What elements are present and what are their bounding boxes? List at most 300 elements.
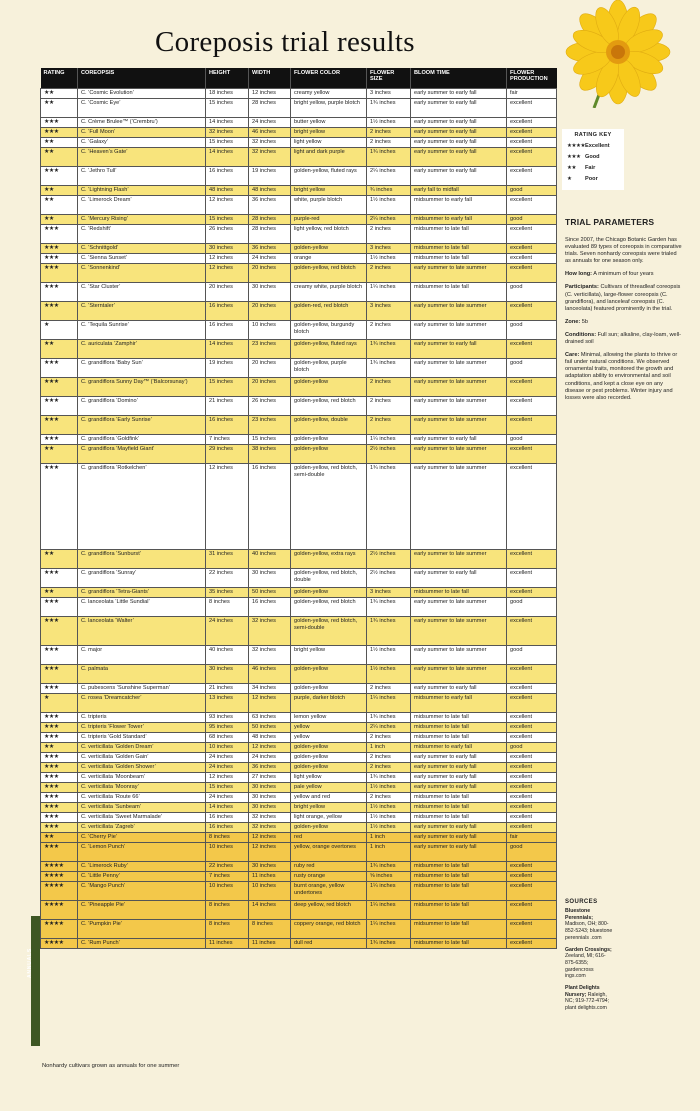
height-cell: 22 inches [206,862,249,872]
height-cell: 16 inches [206,302,249,321]
width-cell: 30 inches [249,783,291,793]
rating-cell: ★★★ [41,244,78,254]
rating-cell: ★★ [41,148,78,167]
rating-cell: ★★★★ [41,901,78,920]
flower-production-cell: excellent [507,665,557,684]
flower-size-cell: 2 inches [367,793,411,803]
width-cell: 19 inches [249,167,291,186]
results-table-container [40,68,556,949]
flower-production-cell: excellent [507,872,557,882]
cultivar-name-cell: C. verticillata ‘Moonray’ [78,783,206,793]
flower-size-cell: 1¾ inches [367,359,411,378]
height-cell: 48 inches [206,186,249,196]
cultivar-name-cell: C. verticillata ‘Route 66’ [78,793,206,803]
flower-size-cell: 2 inches [367,321,411,340]
height-cell: 10 inches [206,882,249,901]
cultivar-name-cell: C. ‘Mango Punch’ [78,882,206,901]
conditions-value: Full sun; alkaline, clay-loam, well-drained soil [565,331,681,346]
flower-color-cell: golden-yellow [291,378,367,397]
height-cell: 15 inches [206,783,249,793]
header-flower-production: FLOWER PRODUCTION [507,68,557,89]
annuals-label: ANNUALS [27,947,33,978]
cultivar-name-cell: C. ‘Schnittgold’ [78,244,206,254]
cultivar-name-cell: C. verticillata ‘Golden Gain’ [78,753,206,763]
table-row [41,665,557,684]
rating-cell: ★★★ [41,464,78,550]
height-cell: 8 inches [206,920,249,939]
header-rating: RATING [41,68,78,89]
cultivar-name-cell: C. ‘Rum Punch’ [78,939,206,949]
flower-size-cell: 1 inch [367,743,411,753]
flower-color-cell: golden-red, red blotch [291,302,367,321]
table-row [41,813,557,823]
cultivar-name-cell: C. ‘Cherry Pie’ [78,833,206,843]
width-cell: 36 inches [249,196,291,215]
cultivar-name-cell: C. ‘Galaxy’ [78,138,206,148]
table-row [41,128,557,138]
flower-color-cell: creamy yellow [291,89,367,99]
rating-cell: ★★★ [41,793,78,803]
flower-color-cell: golden-yellow, fluted rays [291,340,367,359]
width-cell: 26 inches [249,397,291,416]
cultivar-name-cell: C. ‘Sienna Sunset’ [78,254,206,264]
flower-color-cell: golden-yellow, red blotch [291,397,367,416]
flower-color-cell: golden-yellow [291,763,367,773]
flower-size-cell: 1¼ inches [367,920,411,939]
how-long-label: How long: [565,271,593,278]
flower-size-cell: 2 inches [367,264,411,283]
flower-size-cell: 1 inch [367,843,411,862]
flower-size-cell: 2 inches [367,684,411,694]
care-value: Minimal, allowing the plants to thrive or fail under natural conditions. We observed ornamental traits, monitored the growth and adaptation ability to environmental and soil conditions, and kept a close eye on any disease or pest problems. Winter injury and losses were also recorded. [565,352,678,401]
table-row [41,416,557,435]
flower-size-cell: 1¾ inches [367,464,411,550]
flower-color-cell: golden-yellow, extra rays [291,550,367,569]
width-cell: 48 inches [249,186,291,196]
flower-size-cell: 1¼ inches [367,435,411,445]
cultivar-name-cell: C. ‘Limerock Ruby’ [78,862,206,872]
flower-size-cell: 1½ inches [367,813,411,823]
cultivar-name-cell: C. grandiflora ‘Mayfield Giant’ [78,445,206,464]
source-name: Plant Delights Nursery; [565,985,600,998]
cultivar-name-cell: C. verticillata ‘Golden Shower’ [78,763,206,773]
table-row [41,901,557,920]
width-cell: 40 inches [249,550,291,569]
table-row [41,244,557,254]
care-label: Care: [565,352,580,359]
height-cell: 35 inches [206,588,249,598]
bloom-time-cell: early summer to early fall [411,783,507,793]
bloom-time-cell: early summer to late summer [411,321,507,340]
flower-production-cell: excellent [507,823,557,833]
flower-color-cell: golden-yellow, purple blotch [291,359,367,378]
flower-color-cell: golden-yellow [291,588,367,598]
table-row [41,215,557,225]
rating-cell: ★★★ [41,569,78,588]
cultivar-name-cell: C. major [78,646,206,665]
rating-cell: ★★★★ [41,872,78,882]
bloom-time-cell: midsummer to late fall [411,225,507,244]
height-cell: 16 inches [206,321,249,340]
flower-size-cell: 1¾ inches [367,99,411,118]
height-cell: 24 inches [206,753,249,763]
flower-size-cell: 1½ inches [367,783,411,793]
flower-size-cell: 2 inches [367,733,411,743]
table-row [41,763,557,773]
height-cell: 16 inches [206,823,249,833]
width-cell: 12 inches [249,743,291,753]
bloom-time-cell: midsummer to late fall [411,733,507,743]
table-row [41,464,557,550]
cultivar-name-cell: C. ‘Cosmic Evolution’ [78,89,206,99]
width-cell: 11 inches [249,872,291,882]
rating-cell: ★ [41,321,78,340]
cultivar-name-cell: C. lanceolata ‘Walter’ [78,617,206,646]
flower-production-cell: excellent [507,128,557,138]
rating-cell: ★★ [41,550,78,569]
header-flower-color: FLOWER COLOR [291,68,367,89]
flower-color-cell: golden-yellow [291,743,367,753]
table-row [41,254,557,264]
flower-size-cell: 2 inches [367,138,411,148]
cultivar-name-cell: C. ‘Heaven’s Gate’ [78,148,206,167]
flower-size-cell: 2 inches [367,225,411,244]
rating-cell: ★★★ [41,264,78,283]
table-row [41,743,557,753]
table-row [41,302,557,321]
flower-production-cell: good [507,283,557,302]
flower-size-cell: 1½ inches [367,803,411,813]
flower-color-cell: yellow and red [291,793,367,803]
rating-cell: ★★★ [41,843,78,862]
flower-size-cell: 2 inches [367,378,411,397]
table-row [41,340,557,359]
flower-production-cell: excellent [507,939,557,949]
cultivar-name-cell: C. ‘Redshift’ [78,225,206,244]
flower-production-cell: excellent [507,684,557,694]
width-cell: 28 inches [249,99,291,118]
flower-size-cell: 3 inches [367,588,411,598]
trial-zone [565,319,683,326]
flower-production-cell: excellent [507,244,557,254]
height-cell: 15 inches [206,99,249,118]
cultivar-name-cell: C. tripteris ‘Gold Standard’ [78,733,206,743]
height-cell: 12 inches [206,254,249,264]
width-cell: 30 inches [249,569,291,588]
cultivar-name-cell: C. tripteris [78,713,206,723]
zone-label: Zone: [565,318,581,325]
rating-cell: ★★★★ [41,920,78,939]
bloom-time-cell: early fall to midfall [411,186,507,196]
rating-cell: ★★★ [41,359,78,378]
table-row [41,359,557,378]
flower-color-cell: golden-yellow [291,753,367,763]
rating-cell: ★★★ [41,803,78,813]
flower-production-cell: good [507,435,557,445]
flower-production-cell: excellent [507,773,557,783]
flower-color-cell: creamy white, purple blotch [291,283,367,302]
flower-production-cell: excellent [507,588,557,598]
flower-production-cell: excellent [507,464,557,550]
flower-production-cell: excellent [507,148,557,167]
flower-color-cell: bright yellow [291,186,367,196]
flower-size-cell: 2 inches [367,416,411,435]
rating-cell: ★★★★ [41,939,78,949]
height-cell: 14 inches [206,118,249,128]
rating-key-label: Excellent [585,143,610,149]
width-cell: 23 inches [249,340,291,359]
rating-cell: ★★★ [41,254,78,264]
rating-cell: ★★★ [41,773,78,783]
width-cell: 12 inches [249,89,291,99]
width-cell: 20 inches [249,378,291,397]
flower-size-cell: 1¼ inches [367,901,411,920]
flower-size-cell: ¾ inches [367,186,411,196]
trial-conditions [565,332,683,346]
height-cell: 12 inches [206,464,249,550]
table-row [41,713,557,723]
table-row [41,882,557,901]
table-row [41,89,557,99]
flower-color-cell: purple, darker blotch [291,694,367,713]
conditions-label: Conditions: [565,331,597,338]
flower-production-cell: excellent [507,803,557,813]
table-row [41,684,557,694]
width-cell: 12 inches [249,833,291,843]
bloom-time-cell: early summer to early fall [411,435,507,445]
table-row [41,872,557,882]
flower-size-cell: 3 inches [367,89,411,99]
how-long-value: A minimum of four years [593,271,654,278]
rating-cell: ★★★ [41,617,78,646]
trial-participants [565,284,683,312]
flower-production-cell: excellent [507,793,557,803]
width-cell: 10 inches [249,882,291,901]
width-cell: 28 inches [249,215,291,225]
trial-intro: Since 2007, the Chicago Botanic Garden has evaluated 89 types of coreopsis in comparative trials. Seven nonhardy coreopsis were trialed as annuals for one season only. [565,237,682,265]
flower-size-cell: 2¼ inches [367,723,411,733]
source-detail: Raleigh, NC; 919-772-4794; plant delights.com [565,991,610,1012]
flower-size-cell: 3 inches [367,302,411,321]
cultivar-name-cell: C. grandiflora ‘Tetra-Giants’ [78,588,206,598]
rating-cell: ★★★ [41,684,78,694]
table-row [41,569,557,588]
rating-key-label: Good [585,154,600,160]
flower-color-cell: golden-yellow, double [291,416,367,435]
table-row [41,617,557,646]
annuals-footnote: Nonhardy cultivars grown as annuals for one summer [42,1063,180,1069]
rating-cell: ★★★ [41,225,78,244]
trial-parameters-title: TRIAL PARAMETERS [565,217,655,227]
coreopsis-flower-photo [552,0,700,108]
flower-production-cell: excellent [507,196,557,215]
rating-cell: ★★★ [41,416,78,435]
table-row [41,803,557,813]
bloom-time-cell: midsummer to late fall [411,920,507,939]
flower-production-cell: good [507,598,557,617]
rating-cell: ★★ [41,340,78,359]
rating-cell: ★★★ [41,733,78,743]
flower-size-cell: 1¾ inches [367,773,411,783]
flower-production-cell: good [507,743,557,753]
flower-production-cell: good [507,843,557,862]
height-cell: 14 inches [206,148,249,167]
width-cell: 20 inches [249,302,291,321]
flower-color-cell: golden-yellow [291,684,367,694]
flower-color-cell: deep yellow, red blotch [291,901,367,920]
flower-production-cell: excellent [507,397,557,416]
cultivar-name-cell: C. ‘Cosmic Eye’ [78,99,206,118]
flower-production-cell: excellent [507,416,557,435]
flower-color-cell: golden-yellow, red blotch [291,598,367,617]
bloom-time-cell: midsummer to late fall [411,862,507,872]
height-cell: 22 inches [206,569,249,588]
rating-key-item [567,174,619,185]
cultivar-name-cell: C. verticillata ‘Golden Dream’ [78,743,206,753]
bloom-time-cell: early summer to late summer [411,550,507,569]
flower-size-cell: 2 inches [367,763,411,773]
width-cell: 11 inches [249,939,291,949]
bloom-time-cell: early summer to early fall [411,833,507,843]
rating-cell: ★★★ [41,783,78,793]
table-row [41,550,557,569]
flower-color-cell: yellow, orange overtones [291,843,367,862]
rating-cell: ★★★ [41,665,78,684]
table-row [41,264,557,283]
flower-color-cell: light orange, yellow [291,813,367,823]
bloom-time-cell: early summer to early fall [411,148,507,167]
rating-cell: ★★★ [41,646,78,665]
flower-production-cell: excellent [507,920,557,939]
cultivar-name-cell: C. ‘Pineapple Pie’ [78,901,206,920]
table-row [41,397,557,416]
flower-color-cell: ruby red [291,862,367,872]
table-row [41,646,557,665]
flower-color-cell: yellow [291,733,367,743]
flower-color-cell: rusty orange [291,872,367,882]
table-row [41,823,557,833]
flower-color-cell: light yellow, red blotch [291,225,367,244]
height-cell: 24 inches [206,763,249,773]
bloom-time-cell: early summer to late summer [411,264,507,283]
flower-production-cell: excellent [507,813,557,823]
height-cell: 93 inches [206,713,249,723]
rating-cell: ★★ [41,588,78,598]
bloom-time-cell: early summer to early fall [411,118,507,128]
trial-how-long [565,271,683,278]
height-cell: 19 inches [206,359,249,378]
table-row [41,862,557,872]
cultivar-name-cell: C. pubescens ‘Sunshine Superman’ [78,684,206,694]
cultivar-name-cell: C. verticillata ‘Moonbeam’ [78,773,206,783]
bloom-time-cell: early summer to late summer [411,646,507,665]
cultivar-name-cell: C. tripteris ‘Flower Tower’ [78,723,206,733]
rating-key-label: Fair [585,165,596,171]
flower-production-cell: excellent [507,617,557,646]
bloom-time-cell: early summer to early fall [411,684,507,694]
flower-production-cell: excellent [507,783,557,793]
height-cell: 30 inches [206,665,249,684]
flower-color-cell: bright yellow [291,128,367,138]
table-row [41,588,557,598]
table-row [41,598,557,617]
rating-cell: ★★★ [41,167,78,186]
rating-stars-icon: ★★★★ [567,143,586,149]
cultivar-name-cell: C. ‘Lemon Punch’ [78,843,206,862]
height-cell: 31 inches [206,550,249,569]
flower-size-cell: 1¼ inches [367,882,411,901]
flower-size-cell: 2½ inches [367,445,411,464]
rating-key [562,129,624,190]
cultivar-name-cell: C. ‘Pumpkin Pie’ [78,920,206,939]
rating-cell: ★★★ [41,763,78,773]
table-row [41,283,557,302]
flower-color-cell: coppery orange, red blotch [291,920,367,939]
table-row [41,939,557,949]
flower-production-cell: excellent [507,763,557,773]
flower-size-cell: 1½ inches [367,646,411,665]
width-cell: 16 inches [249,464,291,550]
width-cell: 32 inches [249,138,291,148]
cultivar-name-cell: C. grandiflora Sunny Day™ (‘Balcorsunay’) [78,378,206,397]
source-name: Garden Crossings; [565,946,612,953]
height-cell: 40 inches [206,646,249,665]
table-row [41,138,557,148]
width-cell: 12 inches [249,843,291,862]
table-row [41,167,557,186]
table-row [41,196,557,215]
table-row [41,378,557,397]
cultivar-name-cell: C. ‘Jethro Tull’ [78,167,206,186]
bloom-time-cell: midsummer to late fall [411,901,507,920]
width-cell: 32 inches [249,148,291,167]
flower-production-cell: good [507,186,557,196]
width-cell: 30 inches [249,283,291,302]
width-cell: 23 inches [249,416,291,435]
flower-size-cell: 1¾ inches [367,617,411,646]
bloom-time-cell: early summer to early fall [411,753,507,763]
table-row [41,833,557,843]
flower-production-cell: excellent [507,694,557,713]
flower-size-cell: 1½ inches [367,823,411,833]
flower-production-cell: excellent [507,550,557,569]
width-cell: 12 inches [249,694,291,713]
bloom-time-cell: early summer to early fall [411,167,507,186]
cultivar-name-cell: C. ‘Full Moon’ [78,128,206,138]
flower-production-cell: fair [507,89,557,99]
header-coreopsis: COREOPSIS [78,68,206,89]
bloom-time-cell: early summer to early fall [411,138,507,148]
bloom-time-cell: midsummer to late fall [411,813,507,823]
bloom-time-cell: early summer to late summer [411,445,507,464]
bloom-time-cell: early summer to early fall [411,843,507,862]
cultivar-name-cell: C. ‘Star Cluster’ [78,283,206,302]
width-cell: 46 inches [249,128,291,138]
height-cell: 12 inches [206,264,249,283]
table-row [41,733,557,743]
width-cell: 24 inches [249,753,291,763]
width-cell: 28 inches [249,225,291,244]
table-row [41,148,557,167]
flower-production-cell: excellent [507,225,557,244]
rating-cell: ★★★ [41,713,78,723]
header-flower-size: FLOWER SIZE [367,68,411,89]
flower-color-cell: light and dark purple [291,148,367,167]
rating-cell: ★★★ [41,723,78,733]
bloom-time-cell: midsummer to late fall [411,254,507,264]
table-row [41,435,557,445]
flower-color-cell: lemon yellow [291,713,367,723]
